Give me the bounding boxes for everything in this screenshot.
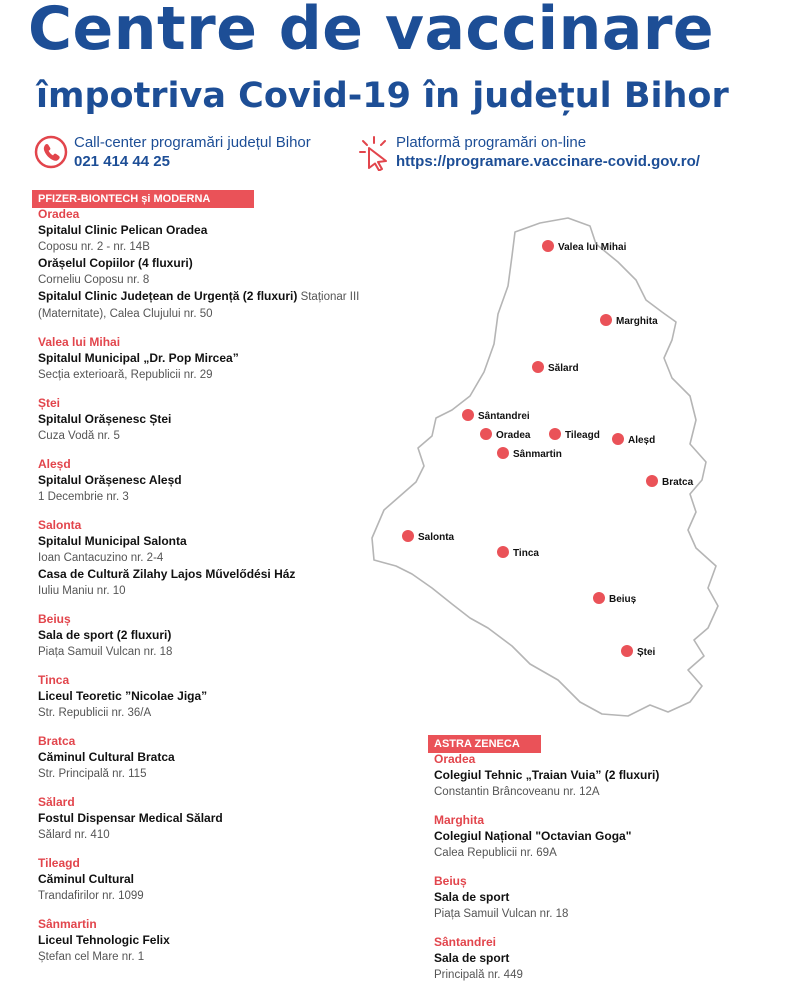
center-address: Principală nr. 449 [434,969,523,981]
center-name-text: Căminul Cultural Bratca [38,750,175,764]
map-dot [542,240,554,252]
center-name-text: Spitalul Orășenesc Aleșd [38,473,182,487]
map-label: Tileagd [565,430,600,441]
map-marker-oradea [480,428,531,441]
center-name [434,767,774,784]
center-name [38,810,368,827]
center-name-text: Colegiul Național "Octavian Goga" [434,829,632,843]
map-marker-valea-lui-mihai [542,240,627,253]
center-name-extra: Staționar III [297,291,360,303]
center-address: Ioan Cantacuzino nr. 2-4 [38,552,164,564]
map-dot [480,428,492,440]
map-dot [621,645,633,657]
map-dot [402,530,414,542]
astra-zeneca-badge: ASTRA ZENECA [428,735,541,753]
map-marker-bratca [646,475,694,488]
center-name [38,566,368,583]
map-marker-salard [532,361,579,374]
location-group-valea-lui-mihai [38,335,368,383]
center-name [434,828,774,845]
center-address: Piața Samuil Vulcan nr. 18 [38,646,173,658]
center-address: Str. Principală nr. 115 [38,768,147,780]
city-name: Salonta [38,518,82,532]
city-name: Marghita [434,813,485,827]
bihor-county-map [360,210,720,725]
city-name: Sânmartin [38,917,97,931]
center-address: Iuliu Maniu nr. 10 [38,585,126,597]
map-marker-tileagd [549,428,600,441]
center-address: Ștefan cel Mare nr. 1 [38,951,145,963]
city-name: Tinca [38,673,70,687]
center-name-text: Sala de sport [434,951,510,965]
center-name [38,932,368,949]
center-name-text: Spitalul Clinic Pelican Oradea [38,223,208,237]
map-label: Sălard [548,363,579,374]
location-group-marghita [434,813,774,861]
map-marker-sanmartin [497,447,562,460]
center-name [38,411,368,428]
location-group-oradea [434,752,774,800]
location-group-sanmartin [38,917,368,965]
center-name [38,533,368,550]
city-name: Sântandrei [434,935,497,949]
map-dot [549,428,561,440]
map-label: Oradea [496,430,531,441]
center-name [434,889,774,906]
cursor-click-icon [354,135,390,171]
map-label: Valea lui Mihai [558,242,627,253]
center-name [38,627,368,644]
center-address: Sălard nr. 410 [38,829,110,841]
center-name-text: Orășelul Copiilor (4 fluxuri) [38,256,193,270]
callcenter-contact [34,133,311,171]
location-group-bratca [38,734,368,782]
city-name: Tileagd [38,856,80,870]
platform-link[interactable]: https://programare.vaccinare-covid.gov.ro/ [396,153,700,170]
center-address: Cuza Vodă nr. 5 [38,430,120,442]
map-label: Ștei [637,647,656,658]
county-outline [372,218,718,716]
location-group-oradea [38,207,368,322]
center-address: Secția exterioară, Republicii nr. 29 [38,369,213,381]
center-name-text: Casa de Cultură Zilahy Lajos Művelődési Ház [38,567,296,581]
center-name-text: Liceul Teoretic ”Nicolae Jiga” [38,689,208,703]
location-group-alesd [38,457,368,505]
map-label: Sântandrei [478,411,530,422]
location-group-santandrei [434,935,774,983]
center-name [38,350,368,367]
platform-label: Platformă programări on-line [396,134,587,151]
location-group-stei [38,396,368,444]
map-dot [497,447,509,459]
map-label: Beiuș [609,594,637,605]
map-marker-santandrei [462,409,530,422]
center-name-text: Spitalul Municipal Salonta [38,534,187,548]
map-dot [646,475,658,487]
city-name: Beiuș [38,612,71,626]
city-name: Oradea [434,752,476,766]
city-name: Oradea [38,207,80,221]
center-address: Calea Republicii nr. 69A [434,847,557,859]
center-name [434,950,774,967]
center-name-text: Căminul Cultural [38,872,135,886]
center-name-text: Sala de sport (2 fluxuri) [38,628,172,642]
center-address: (Maternitate), Calea Clujului nr. 50 [38,308,213,320]
map-label: Marghita [616,316,658,327]
map-dot [612,433,624,445]
center-address: Piața Samuil Vulcan nr. 18 [434,908,569,920]
map-marker-alesd [612,433,655,446]
page-subtitle: împotriva Covid-19 în județul Bihor [36,76,729,116]
center-address: Coposu nr. 2 - nr. 14B [38,241,150,253]
center-address: 1 Decembrie nr. 3 [38,491,129,503]
map-dot [600,314,612,326]
center-name-text: Liceul Tehnologic Felix [38,933,170,947]
map-dot [462,409,474,421]
location-group-beius [434,874,774,922]
center-name [38,688,368,705]
location-group-salonta [38,518,368,599]
location-group-beius [38,612,368,660]
pfizer-moderna-badge: PFIZER-BIONTECH și MODERNA [32,190,254,208]
map-label: Aleșd [628,435,656,446]
center-address: Corneliu Coposu nr. 8 [38,274,150,286]
map-label: Salonta [418,532,455,543]
center-name-text: Colegiul Tehnic „Traian Vuia” (2 fluxuri) [434,768,660,782]
location-group-tinca [38,673,368,721]
map-marker-marghita [600,314,658,327]
center-name-text: Spitalul Clinic Județean de Urgență (2 fluxuri) [38,289,298,303]
center-name [38,288,368,306]
map-dot [497,546,509,558]
location-group-salard [38,795,368,843]
center-address: Constantin Brâncoveanu nr. 12A [434,786,600,798]
center-address: Trandafirilor nr. 1099 [38,890,144,902]
astra-centers-list [434,752,774,996]
center-name [38,222,368,239]
center-name [38,749,368,766]
platform-contact [354,133,700,171]
center-name [38,472,368,489]
center-name-text: Spitalul Municipal „Dr. Pop Mircea” [38,351,239,365]
callcenter-label: Call-center programări județul Bihor [74,134,311,151]
location-group-tileagd [38,856,368,904]
callcenter-phone[interactable]: 021 414 44 25 [74,153,170,170]
map-label: Sânmartin [513,449,562,460]
center-name-text: Fostul Dispensar Medical Sălard [38,811,223,825]
city-name: Ștei [38,396,61,410]
pfizer-centers-list [38,207,368,978]
city-name: Aleșd [38,457,71,471]
phone-icon [34,135,68,169]
map-marker-tinca [497,546,539,559]
map-label: Tinca [513,548,539,559]
city-name: Valea lui Mihai [38,335,121,349]
map-marker-beius [593,592,637,605]
city-name: Bratca [38,734,76,748]
center-name-text: Sala de sport [434,890,510,904]
center-name [38,255,368,272]
map-marker-stei [621,645,656,658]
center-name [38,871,368,888]
map-label: Bratca [662,477,694,488]
map-dot [532,361,544,373]
center-address: Str. Republicii nr. 36/A [38,707,152,719]
map-marker-salonta [402,530,455,543]
page-title: Centre de vaccinare [28,0,715,64]
city-name: Sălard [38,795,75,809]
map-dot [593,592,605,604]
city-name: Beiuș [434,874,467,888]
center-name-text: Spitalul Orășenesc Ștei [38,412,172,426]
